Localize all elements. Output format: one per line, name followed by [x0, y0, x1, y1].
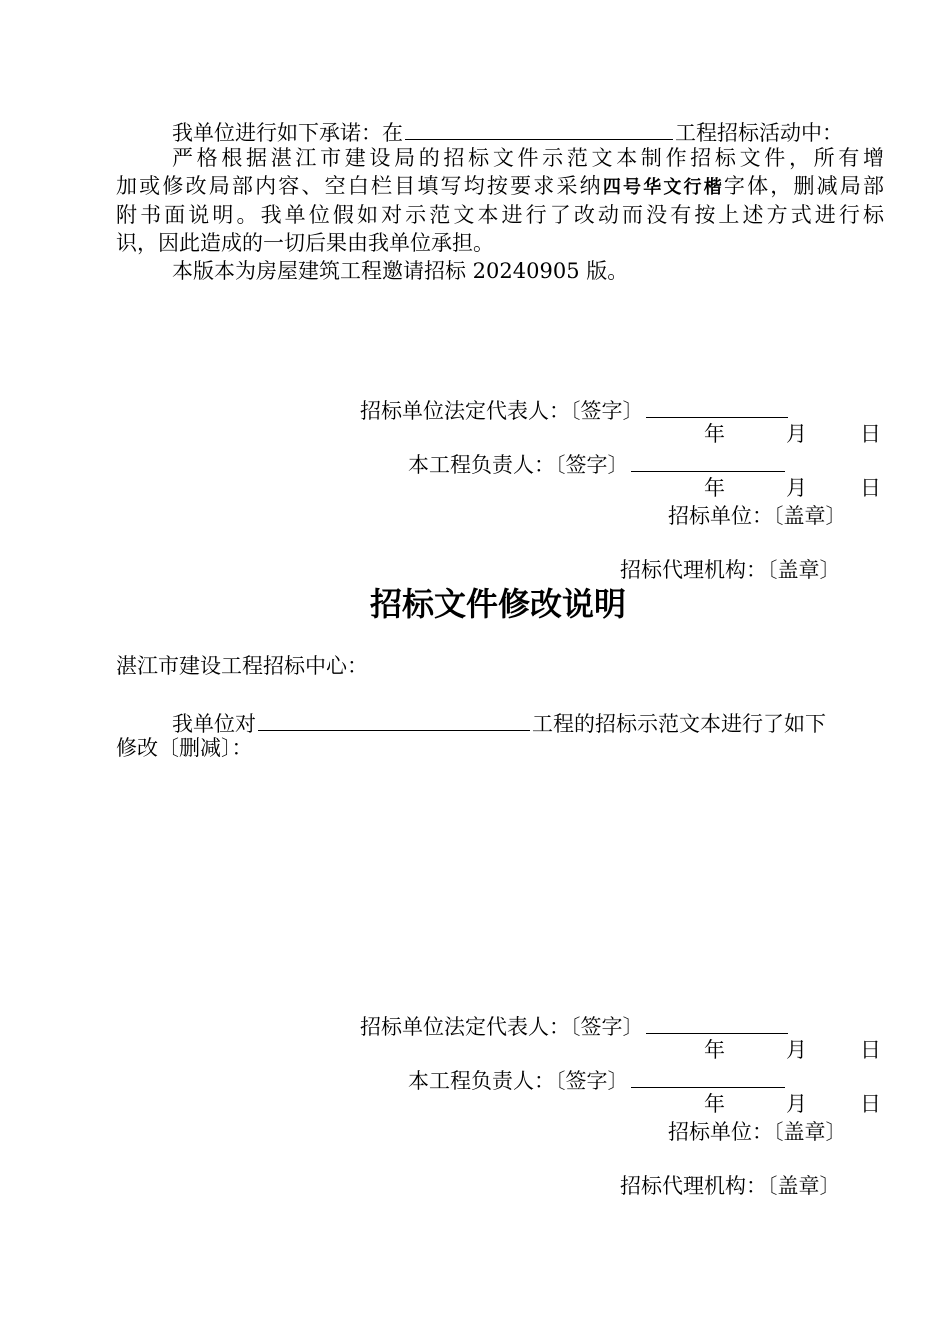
project-name-blank — [405, 119, 673, 140]
date-day: 日 — [860, 422, 881, 446]
agency-seal: 招标代理机构：〔盖章〕 — [620, 558, 841, 582]
date-year: 年 — [704, 1038, 725, 1062]
project-lead-signature-blank — [631, 451, 785, 472]
legal-rep-signature-blank — [646, 1013, 788, 1034]
date-day: 日 — [860, 1092, 881, 1116]
date-month: 月 — [786, 476, 807, 500]
date-year: 年 — [704, 1092, 725, 1116]
commitment-line-3 — [116, 176, 884, 197]
date-month: 月 — [786, 1038, 807, 1062]
modification-project-blank — [258, 710, 530, 731]
date-day: 日 — [860, 1038, 881, 1062]
addressee: 湛江市建设工程招标中心： — [116, 654, 368, 678]
legal-rep-label: 招标单位法定代表人：〔签字〕 — [360, 399, 644, 423]
commitment-line-4: 附书面说明。我单位假如对示范文本进行了改动而没有按上述方式进行标 — [116, 203, 884, 227]
modification-line-1 — [172, 710, 826, 735]
tender-unit-seal: 招标单位：〔盖章〕 — [668, 504, 847, 528]
commitment-line-3-suffix: 字体，删减局部 — [723, 174, 885, 198]
date-year: 年 — [704, 422, 725, 446]
modification-line-1-suffix: 工程的招标示范文本进行了如下 — [532, 712, 826, 736]
project-lead-signature-line — [408, 451, 787, 476]
commitment-line-1-suffix: 工程招标活动中： — [675, 121, 843, 145]
tender-unit-seal-2: 招标单位：〔盖章〕 — [668, 1120, 847, 1144]
legal-rep-signature-blank — [646, 397, 788, 418]
font-requirement: 四号华文行楷 — [602, 177, 724, 198]
date-month: 月 — [786, 422, 807, 446]
legal-rep-label: 招标单位法定代表人：〔签字〕 — [360, 1015, 644, 1039]
agency-seal-2: 招标代理机构：〔盖章〕 — [620, 1174, 841, 1198]
modification-line-2: 修改〔删减〕： — [116, 736, 253, 760]
commitment-line-1 — [172, 119, 843, 144]
project-lead-signature-line-2 — [408, 1067, 787, 1092]
legal-rep-signature-line-2 — [360, 1013, 790, 1038]
legal-rep-signature-line — [360, 397, 790, 422]
commitment-line-3-prefix: 加或修改局部内容、空白栏目填写均按要求采纳 — [116, 174, 603, 198]
commitment-line-2: 严格根据湛江市建设局的招标文件示范文本制作招标文件，所有增 — [172, 146, 884, 170]
commitment-line-1-prefix: 我单位进行如下承诺：在 — [172, 121, 403, 145]
project-lead-label: 本工程负责人：〔签字〕 — [408, 453, 629, 477]
date-day: 日 — [860, 476, 881, 500]
date-month: 月 — [786, 1092, 807, 1116]
modification-line-1-prefix: 我单位对 — [172, 712, 256, 736]
project-lead-label: 本工程负责人：〔签字〕 — [408, 1069, 629, 1093]
commitment-line-5: 识，因此造成的一切后果由我单位承担。 — [116, 231, 494, 255]
date-year: 年 — [704, 476, 725, 500]
version-note: 本版本为房屋建筑工程邀请招标 20240905 版。 — [172, 259, 629, 283]
modification-title: 招标文件修改说明 — [369, 585, 626, 623]
project-lead-signature-blank — [631, 1067, 785, 1088]
